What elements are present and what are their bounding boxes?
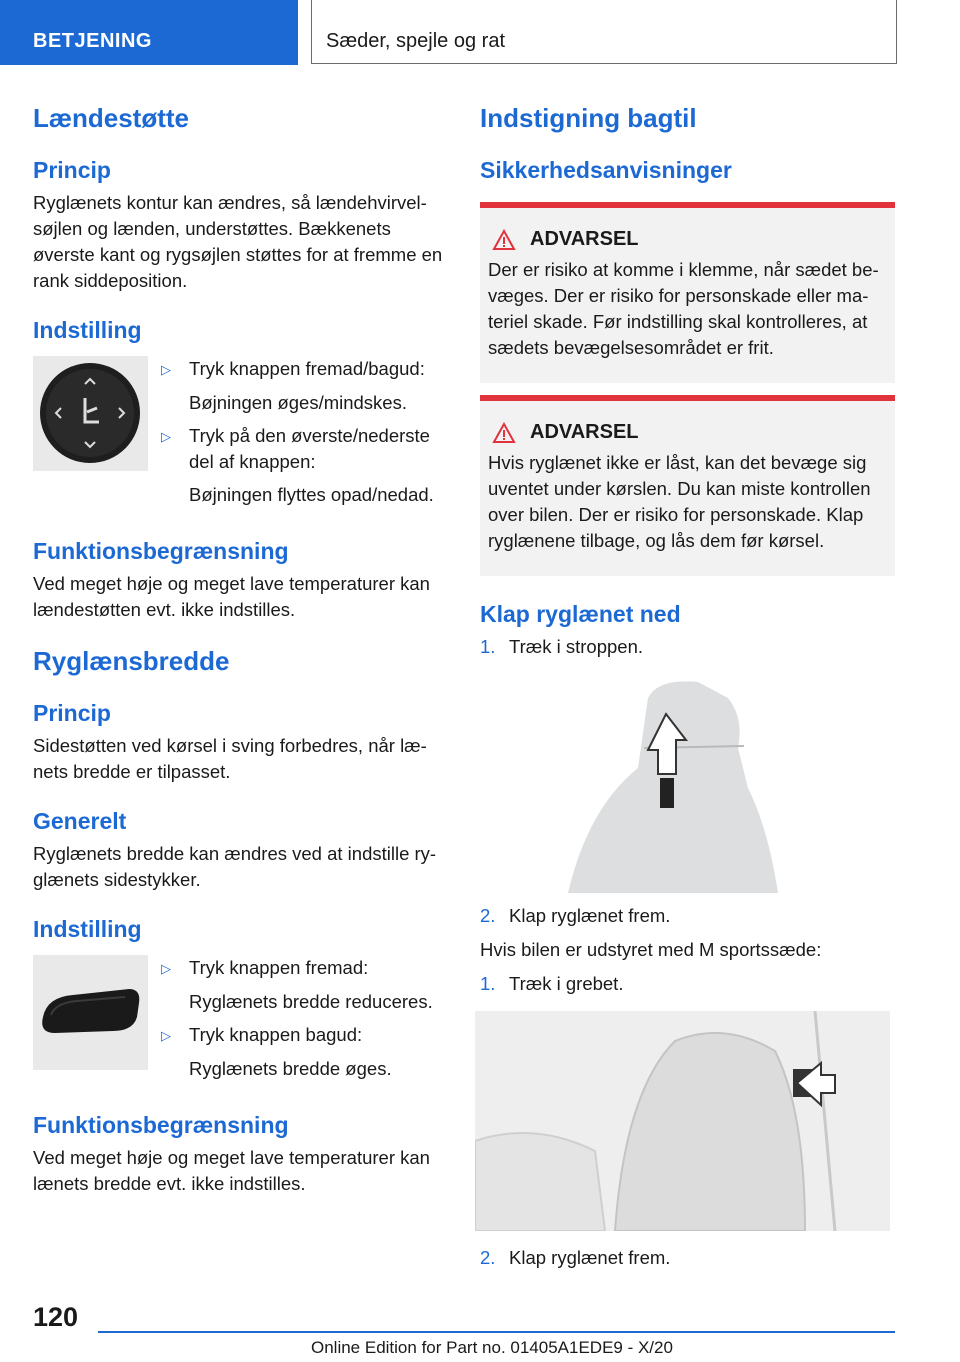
- list-item-result: Ryglænets bredde reduceres.: [189, 991, 433, 1012]
- step-item: 1. Træk i grebet.: [480, 973, 624, 994]
- list-item: ▷ Tryk på den øverste/nederste del af knappen:: [161, 423, 448, 475]
- list-item-result: Ryglænets bredde øges.: [189, 1058, 392, 1079]
- triangle-bullet-icon: ▷: [161, 362, 171, 377]
- footer-edition: Online Edition for Part no. 01405A1EDE9 - X/20: [311, 1338, 673, 1357]
- left-column: [33, 100, 448, 1197]
- heading-fold-backrest: Klap ryglænet ned: [480, 601, 681, 627]
- princip-1-text: Ryglænets kontur kan ændres, så lændehvirvel-søjlen og lænden, understøttes. Bækkenets øverste kant og rygsøjlen støttes for at fremme en rank siddeposition.: [33, 192, 443, 291]
- funktion-2-text: Ved meget høje og meget lave temperaturer kan lænets bredde evt. ikke indstilles.: [33, 1147, 430, 1194]
- heading-width: Ryglænsbredde: [33, 646, 230, 676]
- footer-rule: [98, 1331, 895, 1333]
- list-item: ▷ Tryk knappen fremad/bagud:: [161, 356, 448, 383]
- heading-princip-2: Princip: [33, 700, 111, 726]
- heading-princip-1: Princip: [33, 157, 111, 183]
- warning-title: ADVARSEL: [530, 421, 639, 443]
- heading-indstilling-2: Indstilling: [33, 916, 142, 942]
- warning-box: [480, 202, 895, 383]
- heading-generelt: Generelt: [33, 808, 127, 834]
- header-chapter-box: [311, 0, 897, 64]
- heading-safety: Sikkerhedsanvisninger: [480, 157, 732, 183]
- heading-funktion-2: Funktionsbegrænsning: [33, 1112, 289, 1138]
- step-item: 2. Klap ryglænet frem.: [480, 905, 671, 926]
- list-item-result: Bøjningen flyttes opad/nedad.: [189, 484, 434, 505]
- warning-title: ADVARSEL: [530, 228, 639, 250]
- strap-illustration: [548, 678, 796, 893]
- heading-rear-entry: Indstigning bagtil: [480, 103, 697, 133]
- heading-lumbar: Lændestøtte: [33, 103, 189, 133]
- header-section-tab: [0, 0, 298, 65]
- warning-text: Hvis ryglænet ikke er låst, kan det bevæge sig uventet under kørslen. Du kan miste kontrollen over bilen. Der er risiko for personskade. Klap ryglænene tilbage, og lås dem før kørsel.: [488, 452, 871, 551]
- step-item: 2. Klap ryglænet frem.: [480, 1247, 671, 1268]
- warning-box: [480, 395, 895, 576]
- indstilling-2-row: [33, 955, 448, 1089]
- right-column: [480, 100, 895, 1271]
- heading-indstilling-1: Indstilling: [33, 317, 142, 343]
- generelt-text: Ryglænets bredde kan ændres ved at indstille ry-glænets sidestykker.: [33, 843, 437, 890]
- funktion-1-text: Ved meget høje og meget lave temperaturer kan lændestøtten evt. ikke indstilles.: [33, 573, 430, 620]
- width-control-image: [33, 955, 148, 1070]
- m-sport-text: Hvis bilen er udstyret med M sportssæde:: [480, 939, 822, 960]
- warning-text: Der er risiko at komme i klemme, når sædet be-væges. Der er risiko for personskade eller ma-teriel skade. Før indstilling skal kontrolleres, at sædets bevægelsesområdet er frit.: [488, 259, 879, 358]
- page-number: 120: [33, 1302, 79, 1332]
- warning-triangle-icon: [492, 229, 516, 251]
- triangle-bullet-icon: ▷: [161, 961, 171, 976]
- header-section-label: BETJENING: [33, 30, 152, 52]
- list-item-result: Bøjningen øges/mindskes.: [189, 392, 407, 413]
- indstilling-1-row: [33, 356, 448, 515]
- triangle-bullet-icon: ▷: [161, 1028, 171, 1043]
- step-item: 1. Træk i stroppen.: [480, 636, 643, 657]
- list-item: ▷ Tryk knappen fremad:: [161, 955, 448, 982]
- warning-triangle-icon: [492, 422, 516, 444]
- princip-2-text: Sidestøtten ved kørsel i sving forbedres, når læ-nets bredde er tilpasset.: [33, 735, 427, 782]
- lumbar-control-image: [33, 356, 148, 471]
- heading-funktion-1: Funktionsbegrænsning: [33, 538, 289, 564]
- triangle-bullet-icon: ▷: [161, 429, 171, 444]
- list-item: ▷ Tryk knappen bagud:: [161, 1022, 448, 1049]
- header-chapter-label: Sæder, spejle og rat: [326, 30, 505, 52]
- lever-illustration: [475, 1011, 890, 1231]
